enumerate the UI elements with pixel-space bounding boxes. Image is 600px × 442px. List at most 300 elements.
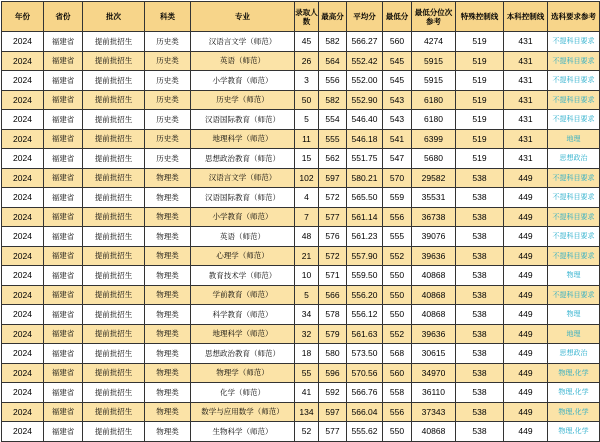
- avg-score-cell: 557.90: [347, 246, 383, 266]
- max-score-cell: 571: [319, 266, 347, 286]
- special-line-cell: 538: [456, 266, 504, 286]
- max-score-cell: 555: [319, 129, 347, 149]
- enrolled-cell: 15: [295, 149, 319, 169]
- category-cell: 历史类: [145, 71, 191, 91]
- batch-cell: 提前批招生: [83, 285, 145, 305]
- table-row: [2, 168, 600, 188]
- major-cell: 思想政治教育（师范）: [191, 149, 295, 169]
- special-line-cell: 538: [456, 305, 504, 325]
- category-cell: 历史类: [145, 90, 191, 110]
- header-max-score: 最高分: [319, 2, 347, 32]
- max-score-cell: 577: [319, 207, 347, 227]
- min-rank-cell: 29582: [412, 168, 456, 188]
- batch-cell: 提前批招生: [83, 227, 145, 247]
- header-major: 专业: [191, 2, 295, 32]
- category-cell: 物理类: [145, 188, 191, 208]
- min-rank-cell: 5680: [412, 149, 456, 169]
- enrolled-cell: 45: [295, 32, 319, 52]
- min-score-cell: 543: [383, 90, 412, 110]
- enrolled-cell: 21: [295, 246, 319, 266]
- enrolled-cell: 3: [295, 71, 319, 91]
- major-cell: 数学与应用数学（师范）: [191, 402, 295, 422]
- major-cell: 汉语言文学（师范）: [191, 168, 295, 188]
- table-row: [2, 363, 600, 383]
- header-subject-req: 选科要求参考: [548, 2, 600, 32]
- enrolled-cell: 52: [295, 422, 319, 442]
- undergrad-line-cell: 449: [504, 227, 548, 247]
- min-score-cell: 550: [383, 305, 412, 325]
- subject-req-cell: 地理: [548, 324, 600, 344]
- table-row: [2, 383, 600, 403]
- table-row: [2, 207, 600, 227]
- major-cell: 生物科学（师范）: [191, 422, 295, 442]
- max-score-cell: 564: [319, 51, 347, 71]
- min-rank-cell: 40868: [412, 422, 456, 442]
- year-cell: 2024: [2, 71, 44, 91]
- enrolled-cell: 134: [295, 402, 319, 422]
- undergrad-line-cell: 449: [504, 344, 548, 364]
- major-cell: 汉语国际教育（师范）: [191, 110, 295, 130]
- avg-score-cell: 566.76: [347, 383, 383, 403]
- avg-score-cell: 551.75: [347, 149, 383, 169]
- max-score-cell: 578: [319, 305, 347, 325]
- header-batch: 批次: [83, 2, 145, 32]
- min-score-cell: 552: [383, 324, 412, 344]
- major-cell: 历史学（师范）: [191, 90, 295, 110]
- category-cell: 物理类: [145, 383, 191, 403]
- undergrad-line-cell: 431: [504, 51, 548, 71]
- min-score-cell: 560: [383, 32, 412, 52]
- avg-score-cell: 556.12: [347, 305, 383, 325]
- min-rank-cell: 40868: [412, 305, 456, 325]
- province-cell: 福建省: [44, 383, 83, 403]
- min-rank-cell: 4274: [412, 32, 456, 52]
- subject-req-cell: 地理: [548, 129, 600, 149]
- header-enrolled: 录取人数: [295, 2, 319, 32]
- special-line-cell: 538: [456, 344, 504, 364]
- max-score-cell: 582: [319, 90, 347, 110]
- undergrad-line-cell: 431: [504, 110, 548, 130]
- avg-score-cell: 561.23: [347, 227, 383, 247]
- major-cell: 科学教育（师范）: [191, 305, 295, 325]
- table-row: [2, 188, 600, 208]
- max-score-cell: 596: [319, 363, 347, 383]
- province-cell: 福建省: [44, 90, 83, 110]
- year-cell: 2024: [2, 188, 44, 208]
- special-line-cell: 519: [456, 71, 504, 91]
- subject-req-cell: 物理,化学: [548, 422, 600, 442]
- category-cell: 历史类: [145, 129, 191, 149]
- min-score-cell: 556: [383, 207, 412, 227]
- special-line-cell: 538: [456, 207, 504, 227]
- min-score-cell: 547: [383, 149, 412, 169]
- special-line-cell: 538: [456, 227, 504, 247]
- max-score-cell: 556: [319, 71, 347, 91]
- avg-score-cell: 555.62: [347, 422, 383, 442]
- table-row: [2, 324, 600, 344]
- table-row: [2, 51, 600, 71]
- province-cell: 福建省: [44, 402, 83, 422]
- subject-req-cell: 物理: [548, 305, 600, 325]
- min-score-cell: 560: [383, 363, 412, 383]
- avg-score-cell: 573.50: [347, 344, 383, 364]
- avg-score-cell: 552.00: [347, 71, 383, 91]
- min-rank-cell: 34970: [412, 363, 456, 383]
- max-score-cell: 580: [319, 344, 347, 364]
- year-cell: 2024: [2, 324, 44, 344]
- subject-req-cell: 不提科目要求: [548, 168, 600, 188]
- avg-score-cell: 546.18: [347, 129, 383, 149]
- undergrad-line-cell: 431: [504, 71, 548, 91]
- special-line-cell: 519: [456, 32, 504, 52]
- min-score-cell: 550: [383, 285, 412, 305]
- min-rank-cell: 39076: [412, 227, 456, 247]
- year-cell: 2024: [2, 227, 44, 247]
- province-cell: 福建省: [44, 344, 83, 364]
- major-cell: 小学教育（师范）: [191, 207, 295, 227]
- enrolled-cell: 5: [295, 110, 319, 130]
- year-cell: 2024: [2, 344, 44, 364]
- province-cell: 福建省: [44, 305, 83, 325]
- table-row: [2, 305, 600, 325]
- category-cell: 历史类: [145, 32, 191, 52]
- major-cell: 化学（师范）: [191, 383, 295, 403]
- min-rank-cell: 5915: [412, 71, 456, 91]
- avg-score-cell: 546.40: [347, 110, 383, 130]
- table-row: [2, 266, 600, 286]
- table-row: [2, 227, 600, 247]
- major-cell: 心理学（师范）: [191, 246, 295, 266]
- year-cell: 2024: [2, 383, 44, 403]
- enrolled-cell: 10: [295, 266, 319, 286]
- avg-score-cell: 566.27: [347, 32, 383, 52]
- avg-score-cell: 566.04: [347, 402, 383, 422]
- undergrad-line-cell: 449: [504, 402, 548, 422]
- enrolled-cell: 7: [295, 207, 319, 227]
- subject-req-cell: 不提科目要求: [548, 188, 600, 208]
- min-rank-cell: 30615: [412, 344, 456, 364]
- batch-cell: 提前批招生: [83, 129, 145, 149]
- major-cell: 学前教育（师范）: [191, 285, 295, 305]
- max-score-cell: 579: [319, 324, 347, 344]
- year-cell: 2024: [2, 285, 44, 305]
- undergrad-line-cell: 431: [504, 149, 548, 169]
- category-cell: 物理类: [145, 324, 191, 344]
- min-rank-cell: 6399: [412, 129, 456, 149]
- admission-score-table: [1, 1, 600, 442]
- year-cell: 2024: [2, 168, 44, 188]
- province-cell: 福建省: [44, 129, 83, 149]
- province-cell: 福建省: [44, 324, 83, 344]
- special-line-cell: 538: [456, 402, 504, 422]
- enrolled-cell: 32: [295, 324, 319, 344]
- batch-cell: 提前批招生: [83, 51, 145, 71]
- enrolled-cell: 34: [295, 305, 319, 325]
- max-score-cell: 592: [319, 383, 347, 403]
- enrolled-cell: 55: [295, 363, 319, 383]
- avg-score-cell: 570.56: [347, 363, 383, 383]
- major-cell: 小学教育（师范）: [191, 71, 295, 91]
- max-score-cell: 562: [319, 149, 347, 169]
- min-rank-cell: 36738: [412, 207, 456, 227]
- enrolled-cell: 50: [295, 90, 319, 110]
- special-line-cell: 538: [456, 422, 504, 442]
- category-cell: 历史类: [145, 149, 191, 169]
- min-rank-cell: 5915: [412, 51, 456, 71]
- subject-req-cell: 思想政治: [548, 344, 600, 364]
- year-cell: 2024: [2, 90, 44, 110]
- year-cell: 2024: [2, 266, 44, 286]
- special-line-cell: 538: [456, 324, 504, 344]
- major-cell: 英语（师范）: [191, 51, 295, 71]
- category-cell: 物理类: [145, 402, 191, 422]
- max-score-cell: 597: [319, 168, 347, 188]
- undergrad-line-cell: 449: [504, 168, 548, 188]
- year-cell: 2024: [2, 305, 44, 325]
- min-rank-cell: 37343: [412, 402, 456, 422]
- table-row: [2, 344, 600, 364]
- major-cell: 地理科学（师范）: [191, 129, 295, 149]
- min-rank-cell: 36110: [412, 383, 456, 403]
- year-cell: 2024: [2, 246, 44, 266]
- header-min-rank: 最低分位次参考: [412, 2, 456, 32]
- major-cell: 汉语言文学（师范）: [191, 32, 295, 52]
- category-cell: 物理类: [145, 344, 191, 364]
- table-body: [2, 32, 600, 442]
- undergrad-line-cell: 449: [504, 266, 548, 286]
- enrolled-cell: 26: [295, 51, 319, 71]
- subject-req-cell: 物理,化学: [548, 363, 600, 383]
- table-row: [2, 402, 600, 422]
- undergrad-line-cell: 431: [504, 90, 548, 110]
- province-cell: 福建省: [44, 363, 83, 383]
- header-row: [2, 2, 600, 32]
- min-score-cell: 550: [383, 422, 412, 442]
- year-cell: 2024: [2, 110, 44, 130]
- batch-cell: 提前批招生: [83, 188, 145, 208]
- category-cell: 物理类: [145, 363, 191, 383]
- enrolled-cell: 4: [295, 188, 319, 208]
- category-cell: 物理类: [145, 246, 191, 266]
- max-score-cell: 582: [319, 32, 347, 52]
- province-cell: 福建省: [44, 266, 83, 286]
- subject-req-cell: 思想政治: [548, 149, 600, 169]
- subject-req-cell: 不提科目要求: [548, 90, 600, 110]
- major-cell: 汉语国际教育（师范）: [191, 188, 295, 208]
- subject-req-cell: 不提科目要求: [548, 246, 600, 266]
- min-score-cell: 552: [383, 246, 412, 266]
- special-line-cell: 519: [456, 110, 504, 130]
- avg-score-cell: 561.14: [347, 207, 383, 227]
- avg-score-cell: 561.63: [347, 324, 383, 344]
- batch-cell: 提前批招生: [83, 324, 145, 344]
- min-score-cell: 570: [383, 168, 412, 188]
- batch-cell: 提前批招生: [83, 344, 145, 364]
- category-cell: 历史类: [145, 51, 191, 71]
- province-cell: 福建省: [44, 227, 83, 247]
- special-line-cell: 538: [456, 246, 504, 266]
- special-line-cell: 519: [456, 51, 504, 71]
- subject-req-cell: 物理,化学: [548, 383, 600, 403]
- province-cell: 福建省: [44, 51, 83, 71]
- table-row: [2, 32, 600, 52]
- min-rank-cell: 6180: [412, 110, 456, 130]
- min-score-cell: 568: [383, 344, 412, 364]
- province-cell: 福建省: [44, 207, 83, 227]
- min-score-cell: 550: [383, 266, 412, 286]
- special-line-cell: 538: [456, 383, 504, 403]
- province-cell: 福建省: [44, 246, 83, 266]
- category-cell: 物理类: [145, 285, 191, 305]
- min-rank-cell: 40868: [412, 285, 456, 305]
- special-line-cell: 519: [456, 90, 504, 110]
- avg-score-cell: 580.21: [347, 168, 383, 188]
- major-cell: 思想政治教育（师范）: [191, 344, 295, 364]
- undergrad-line-cell: 449: [504, 305, 548, 325]
- min-score-cell: 555: [383, 227, 412, 247]
- subject-req-cell: 不提科目要求: [548, 51, 600, 71]
- year-cell: 2024: [2, 51, 44, 71]
- major-cell: 教育技术学（师范）: [191, 266, 295, 286]
- province-cell: 福建省: [44, 168, 83, 188]
- max-score-cell: 577: [319, 422, 347, 442]
- province-cell: 福建省: [44, 71, 83, 91]
- batch-cell: 提前批招生: [83, 246, 145, 266]
- min-rank-cell: 35531: [412, 188, 456, 208]
- province-cell: 福建省: [44, 285, 83, 305]
- subject-req-cell: 不提科目要求: [548, 110, 600, 130]
- year-cell: 2024: [2, 129, 44, 149]
- min-score-cell: 558: [383, 383, 412, 403]
- province-cell: 福建省: [44, 422, 83, 442]
- header-year: 年份: [2, 2, 44, 32]
- category-cell: 物理类: [145, 207, 191, 227]
- special-line-cell: 519: [456, 129, 504, 149]
- header-avg-score: 平均分: [347, 2, 383, 32]
- subject-req-cell: 不提科目要求: [548, 227, 600, 247]
- table-row: [2, 129, 600, 149]
- batch-cell: 提前批招生: [83, 363, 145, 383]
- batch-cell: 提前批招生: [83, 71, 145, 91]
- batch-cell: 提前批招生: [83, 383, 145, 403]
- category-cell: 物理类: [145, 266, 191, 286]
- avg-score-cell: 552.90: [347, 90, 383, 110]
- province-cell: 福建省: [44, 32, 83, 52]
- max-score-cell: 597: [319, 402, 347, 422]
- category-cell: 历史类: [145, 110, 191, 130]
- batch-cell: 提前批招生: [83, 90, 145, 110]
- province-cell: 福建省: [44, 188, 83, 208]
- undergrad-line-cell: 449: [504, 324, 548, 344]
- enrolled-cell: 5: [295, 285, 319, 305]
- batch-cell: 提前批招生: [83, 422, 145, 442]
- special-line-cell: 538: [456, 285, 504, 305]
- year-cell: 2024: [2, 422, 44, 442]
- header-category: 科类: [145, 2, 191, 32]
- undergrad-line-cell: 449: [504, 188, 548, 208]
- subject-req-cell: 物理: [548, 266, 600, 286]
- table-row: [2, 110, 600, 130]
- min-score-cell: 556: [383, 402, 412, 422]
- batch-cell: 提前批招生: [83, 32, 145, 52]
- category-cell: 物理类: [145, 168, 191, 188]
- max-score-cell: 566: [319, 285, 347, 305]
- batch-cell: 提前批招生: [83, 110, 145, 130]
- special-line-cell: 538: [456, 188, 504, 208]
- avg-score-cell: 565.50: [347, 188, 383, 208]
- category-cell: 物理类: [145, 305, 191, 325]
- max-score-cell: 576: [319, 227, 347, 247]
- table-row: [2, 149, 600, 169]
- year-cell: 2024: [2, 363, 44, 383]
- min-score-cell: 545: [383, 71, 412, 91]
- undergrad-line-cell: 449: [504, 285, 548, 305]
- min-score-cell: 541: [383, 129, 412, 149]
- province-cell: 福建省: [44, 110, 83, 130]
- undergrad-line-cell: 449: [504, 207, 548, 227]
- subject-req-cell: 不提科目要求: [548, 71, 600, 91]
- batch-cell: 提前批招生: [83, 266, 145, 286]
- header-undergrad-line: 本科控制线: [504, 2, 548, 32]
- min-rank-cell: 39636: [412, 246, 456, 266]
- year-cell: 2024: [2, 402, 44, 422]
- min-rank-cell: 40868: [412, 266, 456, 286]
- major-cell: 物理学（师范）: [191, 363, 295, 383]
- undergrad-line-cell: 449: [504, 363, 548, 383]
- enrolled-cell: 11: [295, 129, 319, 149]
- major-cell: 英语（师范）: [191, 227, 295, 247]
- header-special-line: 特殊控制线: [456, 2, 504, 32]
- subject-req-cell: 不提科目要求: [548, 207, 600, 227]
- table-row: [2, 246, 600, 266]
- batch-cell: 提前批招生: [83, 168, 145, 188]
- province-cell: 福建省: [44, 149, 83, 169]
- category-cell: 物理类: [145, 422, 191, 442]
- table-row: [2, 90, 600, 110]
- table-row: [2, 71, 600, 91]
- table-row: [2, 422, 600, 442]
- special-line-cell: 519: [456, 149, 504, 169]
- special-line-cell: 538: [456, 363, 504, 383]
- year-cell: 2024: [2, 207, 44, 227]
- min-rank-cell: 6180: [412, 90, 456, 110]
- undergrad-line-cell: 431: [504, 32, 548, 52]
- max-score-cell: 572: [319, 246, 347, 266]
- subject-req-cell: 物理,化学: [548, 402, 600, 422]
- enrolled-cell: 102: [295, 168, 319, 188]
- year-cell: 2024: [2, 32, 44, 52]
- min-score-cell: 543: [383, 110, 412, 130]
- special-line-cell: 538: [456, 168, 504, 188]
- year-cell: 2024: [2, 149, 44, 169]
- header-province: 省份: [44, 2, 83, 32]
- max-score-cell: 554: [319, 110, 347, 130]
- avg-score-cell: 552.42: [347, 51, 383, 71]
- enrolled-cell: 48: [295, 227, 319, 247]
- max-score-cell: 572: [319, 188, 347, 208]
- min-rank-cell: 39636: [412, 324, 456, 344]
- min-score-cell: 559: [383, 188, 412, 208]
- category-cell: 物理类: [145, 227, 191, 247]
- undergrad-line-cell: 449: [504, 383, 548, 403]
- subject-req-cell: 不提科目要求: [548, 285, 600, 305]
- major-cell: 地理科学（师范）: [191, 324, 295, 344]
- avg-score-cell: 559.50: [347, 266, 383, 286]
- batch-cell: 提前批招生: [83, 305, 145, 325]
- enrolled-cell: 18: [295, 344, 319, 364]
- undergrad-line-cell: 449: [504, 422, 548, 442]
- min-score-cell: 545: [383, 51, 412, 71]
